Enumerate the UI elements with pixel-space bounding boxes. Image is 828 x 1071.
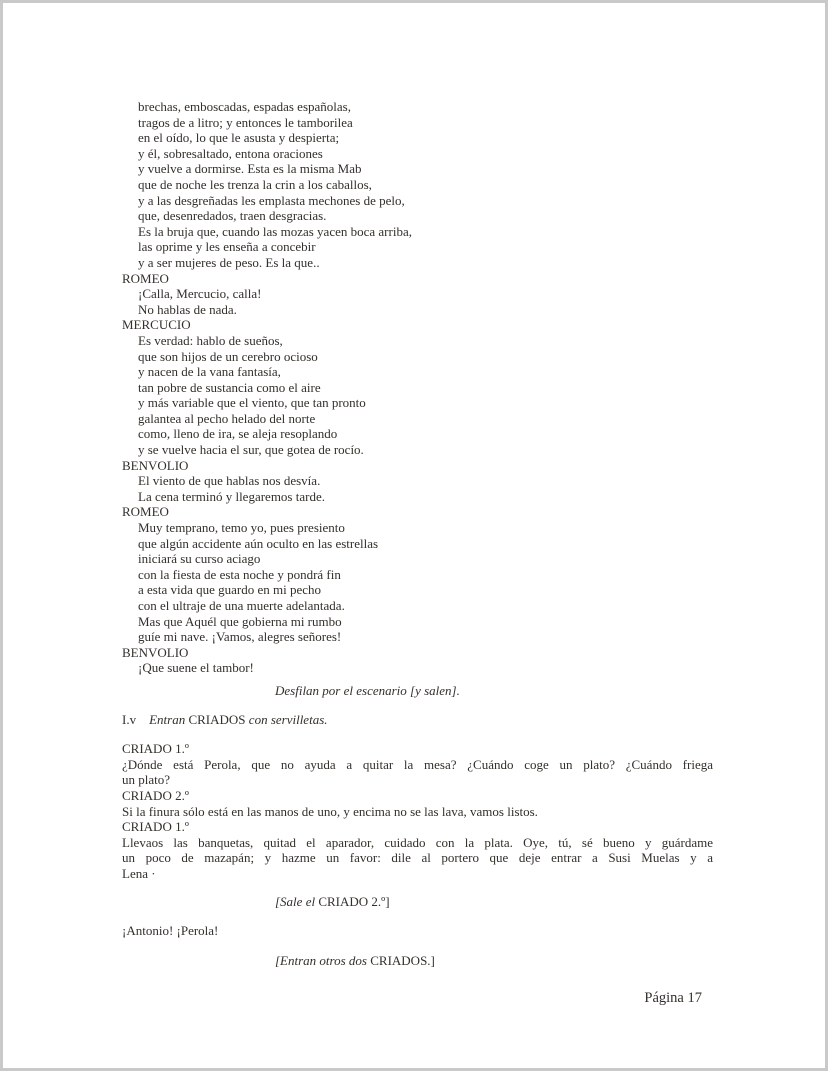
verse-line: iniciará su curso aciago — [138, 551, 261, 567]
verse-speech-block — [122, 504, 713, 644]
prose-line: ¡Antonio! ¡Perola! — [122, 923, 219, 939]
verse-speech-block — [122, 645, 713, 676]
verse-line: en el oído, lo que le asusta y despierta; — [138, 130, 340, 146]
verse-line: y más variable que el viento, que tan pronto — [138, 395, 366, 411]
verse-line: y vuelve a dormirse. Esta es la misma Mab — [138, 161, 362, 177]
verse-line: El viento de que hablas nos desvía. — [138, 473, 321, 489]
prose-line: ¿Dónde está Perola, que no ayuda a quitar la mesa? ¿Cuándo coge un plato? ¿Cuándo friega — [122, 756, 713, 772]
prose-line: Si la finura sólo está en las manos de uno, y encima no se las lava, vamos listos. — [122, 803, 538, 819]
verse-line: con el ultraje de una muerte adelantada. — [138, 598, 345, 613]
verse-line: La cena terminó y llegaremos tarde. — [138, 488, 325, 504]
speaker-name: BENVOLIO — [122, 644, 189, 660]
stage-italic-text: con servilletas. — [248, 711, 328, 727]
prose-speech-block — [122, 923, 713, 939]
play-text-block — [122, 99, 713, 968]
prose-speech-block — [122, 788, 713, 819]
prose-line: un plato? — [122, 772, 171, 788]
verse-line: que de noche les trenza la crin a los caballos, — [138, 176, 372, 192]
verse-line: Mas que Aquél que gobierna mi rumbo — [138, 613, 342, 629]
stage-roman-text: CRIADOS.] — [370, 952, 435, 968]
verse-line: a esta vida que guardo en mi pecho — [138, 582, 322, 598]
verse-line: y se vuelve hacia el sur, que gotea de rocío. — [138, 442, 364, 458]
verse-speech-block — [122, 99, 713, 271]
verse-line: y a ser mujeres de peso. Es la que.. — [138, 254, 320, 270]
speaker-name: BENVOLIO — [122, 457, 189, 473]
verse-speech-block — [122, 317, 713, 457]
verse-line: guíe mi nave. ¡Vamos, alegres señores! — [138, 629, 342, 645]
prose-line: Lena · — [122, 865, 156, 881]
speaker-name: CRIADO 1.º — [122, 819, 189, 835]
verse-line: Muy temprano, temo yo, pues presiento — [138, 520, 345, 536]
verse-line: Es verdad: hablo de sueños, — [138, 332, 283, 348]
stage-direction — [122, 953, 713, 969]
speaker-name: CRIADO 2.º — [122, 787, 189, 803]
verse-line: y a las desgreñadas les emplasta mechones de pelo, — [138, 192, 405, 208]
prose-line: un poco de mazapán; y hazme un favor: dile al portero que deje entrar a Susi Muelas y a — [122, 850, 713, 866]
verse-line: galantea al pecho helado del norte — [138, 410, 316, 426]
verse-line: No hablas de nada. — [138, 301, 237, 317]
prose-speech-block — [122, 741, 713, 788]
verse-line: con la fiesta de esta noche y pondrá fin — [138, 566, 341, 582]
verse-line: que algún accidente aún oculto en las estrellas — [138, 535, 379, 551]
speaker-name: ROMEO — [122, 270, 169, 286]
stage-direction — [122, 894, 713, 910]
verse-speech-block — [122, 458, 713, 505]
verse-line: y nacen de la vana fantasía, — [138, 364, 281, 380]
prose-speech-block — [122, 819, 713, 881]
stage-italic-text: Entran — [149, 711, 189, 727]
verse-line: brechas, emboscadas, espadas españolas, — [138, 99, 351, 114]
stage-italic-text: Desfilan por el escenario [y salen]. — [275, 682, 460, 698]
stage-italic-text: [Sale el — [275, 893, 319, 909]
verse-line: y él, sobresaltado, entona oraciones — [138, 145, 323, 161]
stage-roman-text: CRIADOS — [188, 711, 249, 727]
verse-line: como, lleno de ira, se aleja resoplando — [138, 426, 338, 442]
page-number: Página 17 — [644, 990, 702, 1006]
verse-line: tragos de a litro; y entonces le tamborilea — [138, 114, 353, 130]
scene-heading — [122, 712, 713, 728]
prose-line: Llevaos las banquetas, quitad el aparador, cuidado con la plata. Oye, tú, sé bueno y guárdame — [122, 834, 713, 850]
verse-line: las oprime y les enseña a concebir — [138, 239, 316, 255]
verse-line: tan pobre de sustancia como el aire — [138, 379, 321, 395]
verse-line: ¡Calla, Mercucio, calla! — [138, 286, 262, 302]
verse-line: ¡Que suene el tambor! — [138, 660, 254, 676]
speaker-name: MERCUCIO — [122, 317, 191, 333]
stage-italic-text: [Entran otros dos — [275, 952, 371, 968]
stage-roman-text: CRIADO 2.º] — [318, 893, 390, 909]
speaker-name: CRIADO 1.º — [122, 741, 189, 757]
verse-line: que, desenredados, traen desgracias. — [138, 208, 327, 224]
verse-line: que son hijos de un cerebro ocioso — [138, 348, 318, 364]
verse-line: Es la bruja que, cuando las mozas yacen boca arriba, — [138, 223, 412, 239]
scene-number: I.v — [122, 711, 137, 727]
stage-direction — [122, 683, 713, 699]
speaker-name: ROMEO — [122, 504, 169, 520]
verse-speech-block — [122, 271, 713, 318]
